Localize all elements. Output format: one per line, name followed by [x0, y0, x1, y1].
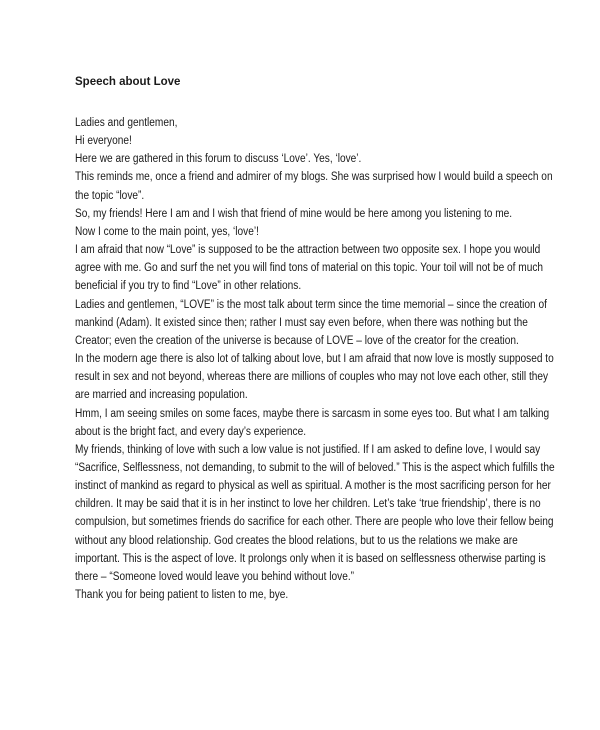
text-line: instinct of mankind as regard to physical as well as spiritual. A mother is the most sacrificing person for her — [75, 480, 551, 493]
document-title: Speech about Love — [75, 76, 181, 88]
text-line: children. It may be said that it is in her instinct to love her children. Let’s take ‘true friendship’, there is no — [75, 498, 541, 511]
text-line: Ladies and gentlemen, — [75, 117, 178, 129]
text-line: result in sex and not beyond, whereas there are millions of couples who may not love each other, still they — [75, 371, 549, 384]
text-line: Here we are gathered in this forum to discuss ‘Love’. Yes, ‘love’. — [75, 153, 362, 166]
text-line: Hmm, I am seeing smiles on some faces, maybe there is sarcasm in some eyes too. But what I am talking — [75, 407, 550, 420]
text-line: without any blood relationship. God creates the blood relations, but to us the relations we make are — [75, 534, 518, 547]
text-line: important. This is the aspect of love. It prolongs only when it is based on selflessness otherwise parting is — [75, 552, 546, 565]
text-line: are married and increasing population. — [75, 389, 248, 402]
text-line: My friends, thinking of love with such a low value is not justified. If I am asked to define love, I would say — [75, 443, 541, 456]
text-line: about is the bright fact, and every day’s experience. — [75, 425, 307, 438]
text-line: Now I come to the main point, yes, ‘love’! — [75, 225, 259, 238]
text-line: I am afraid that now “Love” is supposed to be the attraction between two opposite sex. I hope you would — [75, 244, 541, 257]
text-line: Hi everyone! — [75, 135, 132, 148]
text-line: So, my friends! Here I am and I wish that friend of mine would be here among you listening to me. — [75, 207, 513, 220]
document-body — [75, 114, 555, 604]
text-line: the topic “love”. — [75, 189, 145, 202]
text-line: “Sacrifice, Selflessness, not demanding, to submit to the will of beloved.” This is the aspect which fulfills the — [75, 461, 555, 474]
text-line: agree with me. Go and surf the net you will find tons of material on this topic. Your toil will not be of much — [75, 262, 544, 275]
text-line: Creator; even the creation of the universe is because of LOVE – love of the creator for the creation. — [75, 334, 519, 347]
text-line: there – “Someone loved would leave you behind without love.” — [75, 570, 355, 583]
text-line: This reminds me, once a friend and admirer of my blogs. She was surprised how I would build a speech on — [75, 171, 553, 184]
text-line: beneficial if you try to find “Love” in other relations. — [75, 280, 302, 293]
text-line: compulsion, but sometimes friends do sacrifice for each other. There are people who love their fellow being — [75, 516, 554, 529]
text-line: Thank you for being patient to listen to me, bye. — [75, 589, 289, 602]
text-line: mankind (Adam). It existed since then; rather I must say even before, when there was nothing but the — [75, 316, 528, 329]
text-line: In the modern age there is also lot of talking about love, but I am afraid that now love is mostly supposed to — [75, 353, 554, 366]
text-line: Ladies and gentlemen, “LOVE” is the most talk about term since the time memorial – since the creation of — [75, 298, 547, 311]
